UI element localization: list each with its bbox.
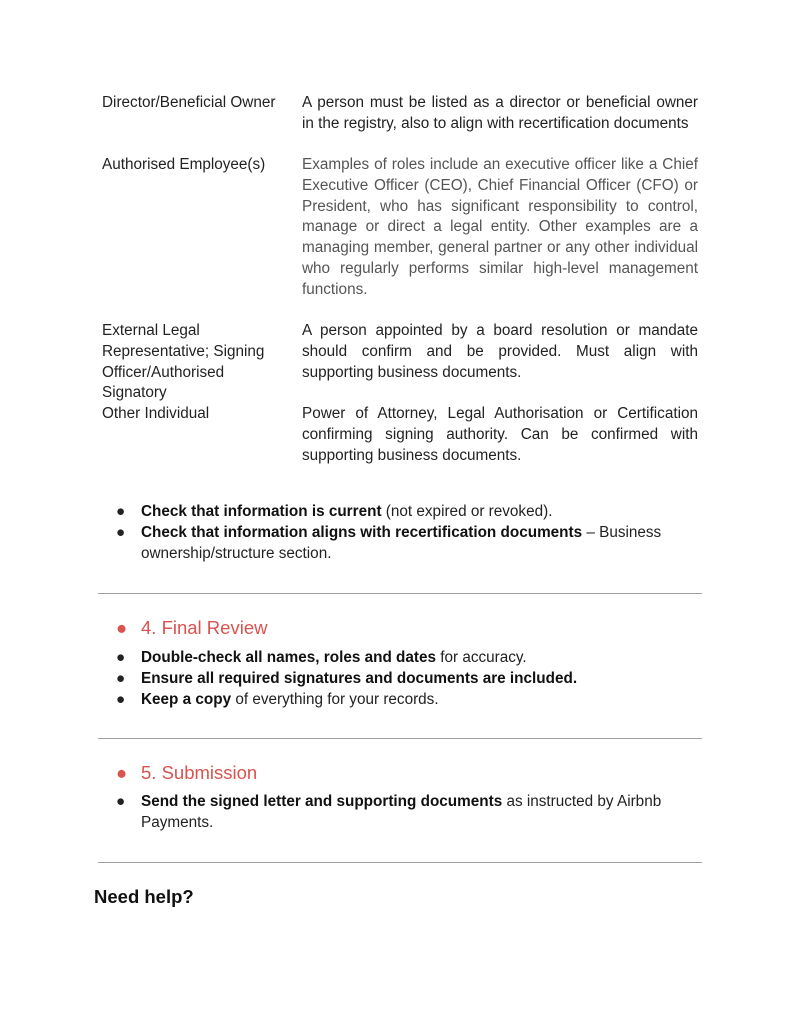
item-bold-text: Check that information aligns with recertification documents [141,523,583,541]
bullet-icon: ● [116,617,128,638]
bullet-icon: ● [116,690,126,708]
role-term: Authorised Employee(s) [102,156,266,173]
section-heading-text: 4. Final Review [141,617,268,638]
list-item [0,648,681,669]
divider [98,862,702,863]
role-description: Power of Attorney, Legal Authorisation or Certification confirming signing authority. Can be confirmed with supporting business documents. [302,405,698,464]
item-text: – Business ownership/structure section. [141,523,662,562]
bullet-icon: ● [116,523,126,541]
divider [98,593,702,594]
item-bold-text: Double-check all names, roles and dates [141,649,436,666]
bullet-icon: ● [116,793,126,810]
item-text: of everything for your records. [231,690,439,708]
bullet-icon: ● [116,669,126,687]
list-item [0,690,681,711]
bullet-icon: ● [116,649,126,666]
bullet-icon: ● [116,503,126,520]
role-term: External Legal Representative; Signing Officer/Authorised Signatory [102,322,265,402]
item-bold-text: Ensure all required signatures and documents are included. [141,669,578,687]
item-bold-text: Keep a copy [141,690,232,708]
section-heading-text: 5. Submission [141,762,258,783]
bullet-icon: ● [116,762,128,783]
role-term: Director/Beneficial Owner [102,94,276,111]
role-description: Examples of roles include an executive officer like a Chief Executive Officer (CEO), Chief Financial Officer (CFO) or President, who has significant responsibility to control, manage or direct a legal entity. Other examples are a managing member, general partner or any other individual who regularly performs similar high-level management functions. [302,156,698,298]
section-heading-submission [116,761,257,785]
item-text: as instructed by Airbnb Payments. [141,793,662,831]
final-review-list [0,648,681,710]
item-bold-text: Check that information is current [141,503,382,520]
item-text: (not expired or revoked). [381,503,553,520]
list-item [0,669,681,690]
list-item [0,502,681,523]
checks-list [0,502,681,564]
submission-list [0,792,681,834]
list-item [0,792,681,834]
role-term: Other Individual [102,405,210,422]
item-text: for accuracy. [436,649,527,666]
role-description: A person must be listed as a director or beneficial owner in the registry, also to align with recertification documents [302,94,698,132]
list-item [0,523,681,565]
section-heading-final-review [116,616,267,640]
role-description: A person appointed by a board resolution or mandate should confirm and be provided. Must align with supporting business documents. [302,322,698,381]
divider [98,738,702,739]
need-help-heading: Need help? [94,886,194,907]
item-bold-text: Send the signed letter and supporting documents [141,793,503,810]
